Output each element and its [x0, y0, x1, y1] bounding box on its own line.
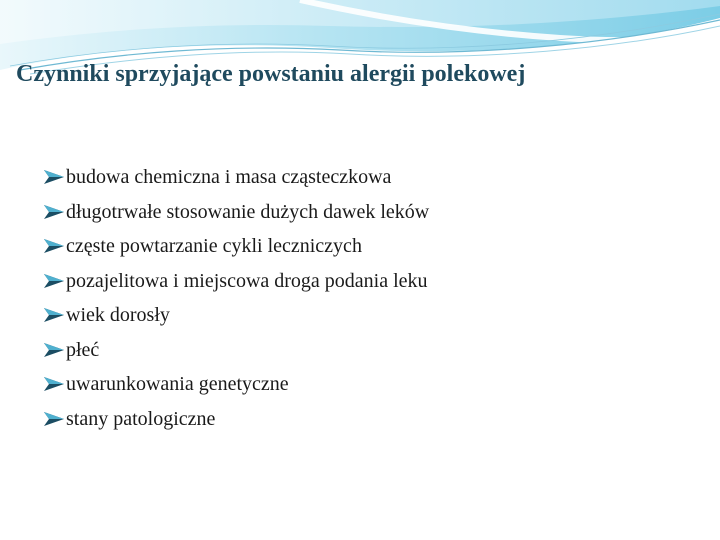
- list-item-text: częste powtarzanie cykli leczniczych: [66, 235, 362, 257]
- list-item-text: budowa chemiczna i masa cząsteczkowa: [66, 166, 392, 188]
- list-item: [44, 160, 429, 195]
- list-item: [44, 264, 429, 299]
- arrow-bullet-icon: [44, 412, 64, 426]
- arrow-bullet-icon: [44, 274, 64, 288]
- arrow-bullet-icon: [44, 343, 64, 357]
- arrow-bullet-icon: [44, 205, 64, 219]
- slide-title: Czynniki sprzyjające powstaniu alergii polekowej: [16, 61, 526, 87]
- list-item: [44, 298, 429, 333]
- arrow-bullet-icon: [44, 308, 64, 322]
- list-item-text: długotrwałe stosowanie dużych dawek leków: [66, 200, 430, 223]
- bullet-list: [44, 160, 429, 436]
- list-item-text: wiek dorosły: [66, 304, 170, 326]
- list-item-text: płeć: [66, 338, 100, 361]
- list-item: [44, 195, 429, 230]
- list-item: [44, 402, 429, 437]
- list-item: [44, 367, 429, 402]
- list-item-text: uwarunkowania genetyczne: [66, 373, 289, 395]
- list-item-text: stany patologiczne: [66, 407, 216, 430]
- list-item: [44, 229, 429, 264]
- list-item-text: pozajelitowa i miejscowa droga podania leku: [66, 269, 428, 292]
- arrow-bullet-icon: [44, 239, 64, 253]
- arrow-bullet-icon: [44, 170, 64, 184]
- list-item: [44, 333, 429, 368]
- arrow-bullet-icon: [44, 377, 64, 391]
